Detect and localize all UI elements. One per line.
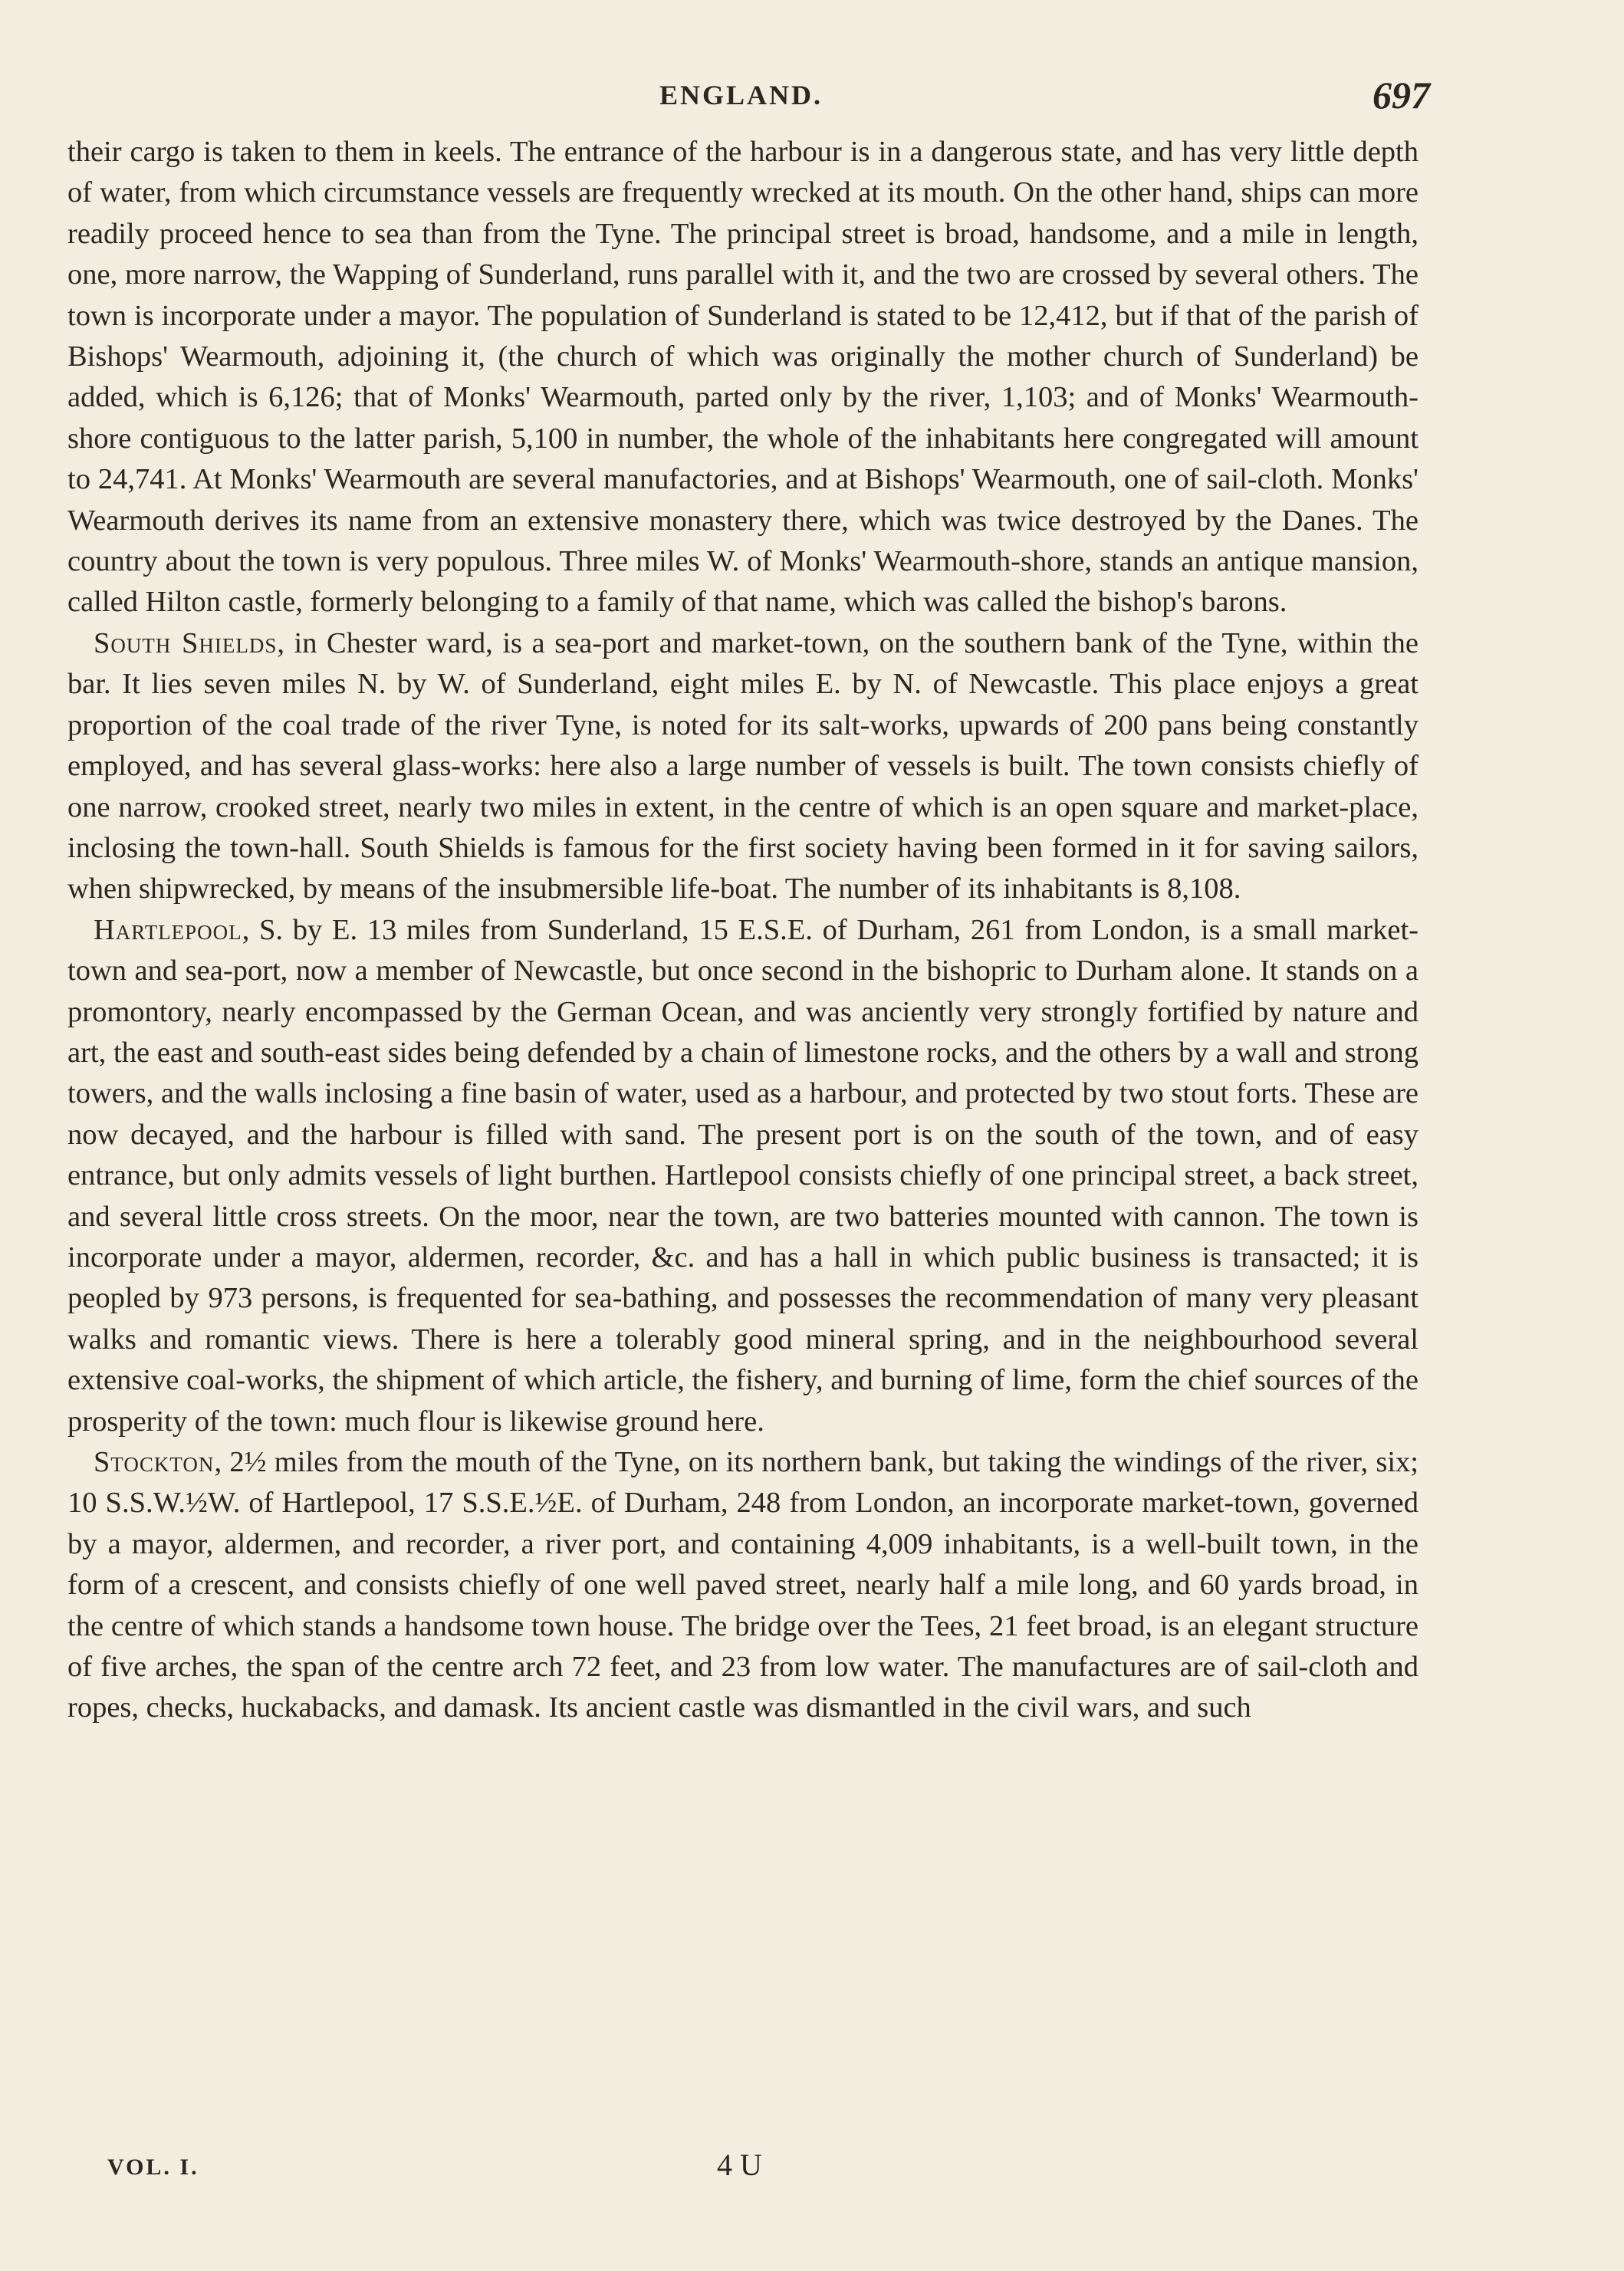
- paragraph-text: their cargo is taken to them in keels. The entrance of the harbour is in a dangerous state, and has very little depth of water, from which circumstance vessels are frequently wrecked at its mouth. On the other hand, ships can more readily proceed hence to sea than from the Tyne. The principal street is broad, handsome, and a mile in length, one, more narrow, the Wapping of Sunderland, runs parallel with it, and the two are crossed by several others. The town is incorporate under a mayor. The population of Sunderland is stated to be 12,412, but if that of the parish of Bishops' Wearmouth, adjoining it, (the church of which was originally the mother church of Sunderland) be added, which is 6,126; that of Monks' Wearmouth, parted only by the river, 1,103; and of Monks' Wearmouth-shore contiguous to the latter parish, 5,100 in number, the whole of the inhabitants here congregated will amount to 24,741. At Monks' Wearmouth are several manufactories, and at Bishops' Wearmouth, one of sail-cloth. Monks' Wearmouth derives its name from an extensive monastery there, which was twice destroyed by the Danes. The country about the town is very populous. Three miles W. of Monks' Wearmouth-shore, stands an antique mansion, called Hilton castle, formerly belonging to a family of that name, which was called the bishop's barons.: [67, 136, 1419, 619]
- page-footer: [0, 2147, 1624, 2193]
- paragraph-text: , S. by E. 13 miles from Sunderland, 15 E.S.E. of Durham, 261 from London, is a small market-town and sea-port, now a member of Newcastle, but once second in the bishopric to Durham alone. It stands on a promontory, nearly encompassed by the German Ocean, and was anciently very strongly fortified by nature and art, the east and south-east sides being defended by a chain of limestone rocks, and the others by a wall and strong towers, and the walls inclosing a fine basin of water, used as a harbour, and protected by two stout forts. These are now decayed, and the harbour is filled with sand. The present port is on the south of the town, and of easy entrance, but only admits vessels of light burthen. Hartlepool consists chiefly of one principal street, a back street, and several little cross streets. On the moor, near the town, are two batteries mounted with cannon. The town is incorporate under a mayor, aldermen, recorder, &c. and has a hall in which public business is transacted; it is peopled by 973 persons, is frequented for sea-bathing, and possesses the recommendation of many very pleasant walks and romantic views. There is here a tolerably good mineral spring, and in the neighbourhood several extensive coal-works, the shipment of which article, the fishery, and burning of lime, form the chief sources of the prosperity of the town: much flour is likewise ground here.: [67, 913, 1419, 1438]
- paragraph-sunderland: [67, 132, 1419, 623]
- page-number: 697: [1373, 74, 1430, 117]
- paragraph-lead: South Shields: [94, 626, 278, 659]
- paragraph-hartlepool: [67, 910, 1419, 1442]
- paragraph-text: , in Chester ward, is a sea-port and market-town, on the southern bank of the Tyne, within the bar. It lies seven miles N. by W. of Sunderland, eight miles E. by N. of Newcastle. This place enjoys a great proportion of the coal trade of the river Tyne, is noted for its salt-works, upwards of 200 pans being constantly employed, and has several glass-works: here also a large number of vessels is built. The town consists chiefly of one narrow, crooked street, nearly two miles in extent, in the centre of which is an open square and market-place, inclosing the town-hall. South Shields is famous for the first society having been formed in it for saving sailors, when shipwrecked, by means of the insubmersible life-boat. The number of its inhabitants is 8,108.: [67, 626, 1419, 905]
- volume-label: VOL. I.: [107, 2154, 199, 2180]
- paragraph-stockton: [67, 1442, 1419, 1729]
- paragraph-lead: Stockton: [94, 1446, 215, 1478]
- paragraph-lead: Hartlepool: [94, 913, 242, 946]
- paragraph-text: , 2½ miles from the mouth of the Tyne, on its northern bank, but taking the windings of the river, six; 10 S.S.W.½W. of Hartlepool, 17 S.S.E.½E. of Durham, 248 from London, an incorporate market-town, governed by a mayor, aldermen, and recorder, a river port, and containing 4,009 inhabitants, is a well-built town, in the form of a crescent, and consists chiefly of one well paved street, nearly half a mile long, and 60 yards broad, in the centre of which stands a handsome town house. The bridge over the Tees, 21 feet broad, is an elegant structure of five arches, the span of the centre arch 72 feet, and 23 from low water. The manufactures are of sail-cloth and ropes, checks, huckabacks, and damask. Its ancient castle was dismantled in the civil wars, and such: [67, 1446, 1419, 1724]
- signature-mark: 4 U: [717, 2148, 762, 2182]
- running-title: ENGLAND.: [659, 80, 824, 110]
- body-text: [67, 132, 1419, 1729]
- paragraph-south-shields: [67, 623, 1419, 910]
- running-head: [0, 73, 1624, 119]
